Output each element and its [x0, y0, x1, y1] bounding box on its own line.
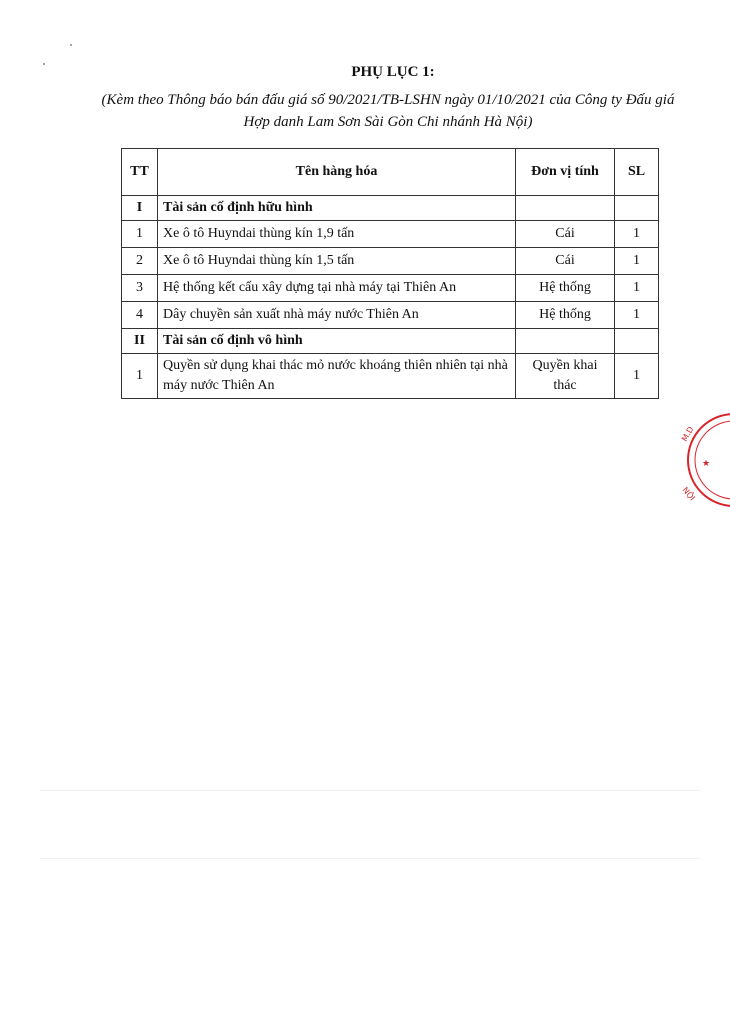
section-row: [122, 329, 659, 354]
section-name: Tài sản cố định vô hình: [158, 329, 516, 354]
section-tt: II: [122, 329, 158, 354]
section-qty-empty: [615, 196, 659, 221]
row-unit: Cái: [516, 248, 615, 275]
row-tt: 1: [122, 354, 158, 399]
svg-text:M.D: M.D: [679, 424, 696, 443]
goods-table: [121, 148, 659, 399]
row-name: Quyền sử dụng khai thác mỏ nước khoáng thiên nhiên tại nhà máy nước Thiên An: [158, 354, 516, 399]
section-qty-empty: [615, 329, 659, 354]
appendix-subtitle: (Kèm theo Thông báo bán đấu giá số 90/2021/TB-LSHN ngày 01/10/2021 của Công ty Đấu giá Hợp danh Lam Sơn Sài Gòn Chi nhánh Hà Nội): [101, 92, 675, 130]
table-row: [122, 221, 659, 248]
header-unit: Đơn vị tính: [516, 149, 615, 196]
row-qty: 1: [615, 221, 659, 248]
svg-text:★: ★: [702, 459, 711, 469]
row-unit: Hệ thống: [516, 302, 615, 329]
header-name: Tên hàng hóa: [158, 149, 516, 196]
section-row: [122, 196, 659, 221]
row-qty: 1: [615, 354, 659, 399]
red-seal-stamp: [672, 410, 730, 510]
table-row: [122, 302, 659, 329]
header-tt: TT: [122, 149, 158, 196]
table-row: [122, 354, 659, 399]
row-qty: 1: [615, 248, 659, 275]
table-row: [122, 248, 659, 275]
row-tt: 1: [122, 221, 158, 248]
row-name: Xe ô tô Huyndai thùng kín 1,9 tấn: [158, 221, 516, 248]
row-name: Dây chuyền sản xuất nhà máy nước Thiên An: [158, 302, 516, 329]
row-unit: Hệ thống: [516, 275, 615, 302]
row-tt: 4: [122, 302, 158, 329]
appendix-title: PHỤ LỤC 1:: [351, 64, 435, 80]
scan-artifact-line: [40, 858, 700, 859]
section-tt: I: [122, 196, 158, 221]
row-qty: 1: [615, 302, 659, 329]
section-unit-empty: [516, 196, 615, 221]
scan-artifact-line: [40, 790, 700, 791]
row-tt: 3: [122, 275, 158, 302]
svg-text:NỘI: NỘI: [680, 485, 697, 503]
row-name: Hệ thống kết cấu xây dựng tại nhà máy tại Thiên An: [158, 275, 516, 302]
table-header-row: [122, 149, 659, 196]
table-row: [122, 275, 659, 302]
row-name: Xe ô tô Huyndai thùng kín 1,5 tấn: [158, 248, 516, 275]
scan-speck: [70, 44, 72, 46]
header-qty: SL: [615, 149, 659, 196]
row-unit: Cái: [516, 221, 615, 248]
row-qty: 1: [615, 275, 659, 302]
row-unit: Quyền khai thác: [516, 354, 615, 399]
section-unit-empty: [516, 329, 615, 354]
row-tt: 2: [122, 248, 158, 275]
section-name: Tài sản cố định hữu hình: [158, 196, 516, 221]
